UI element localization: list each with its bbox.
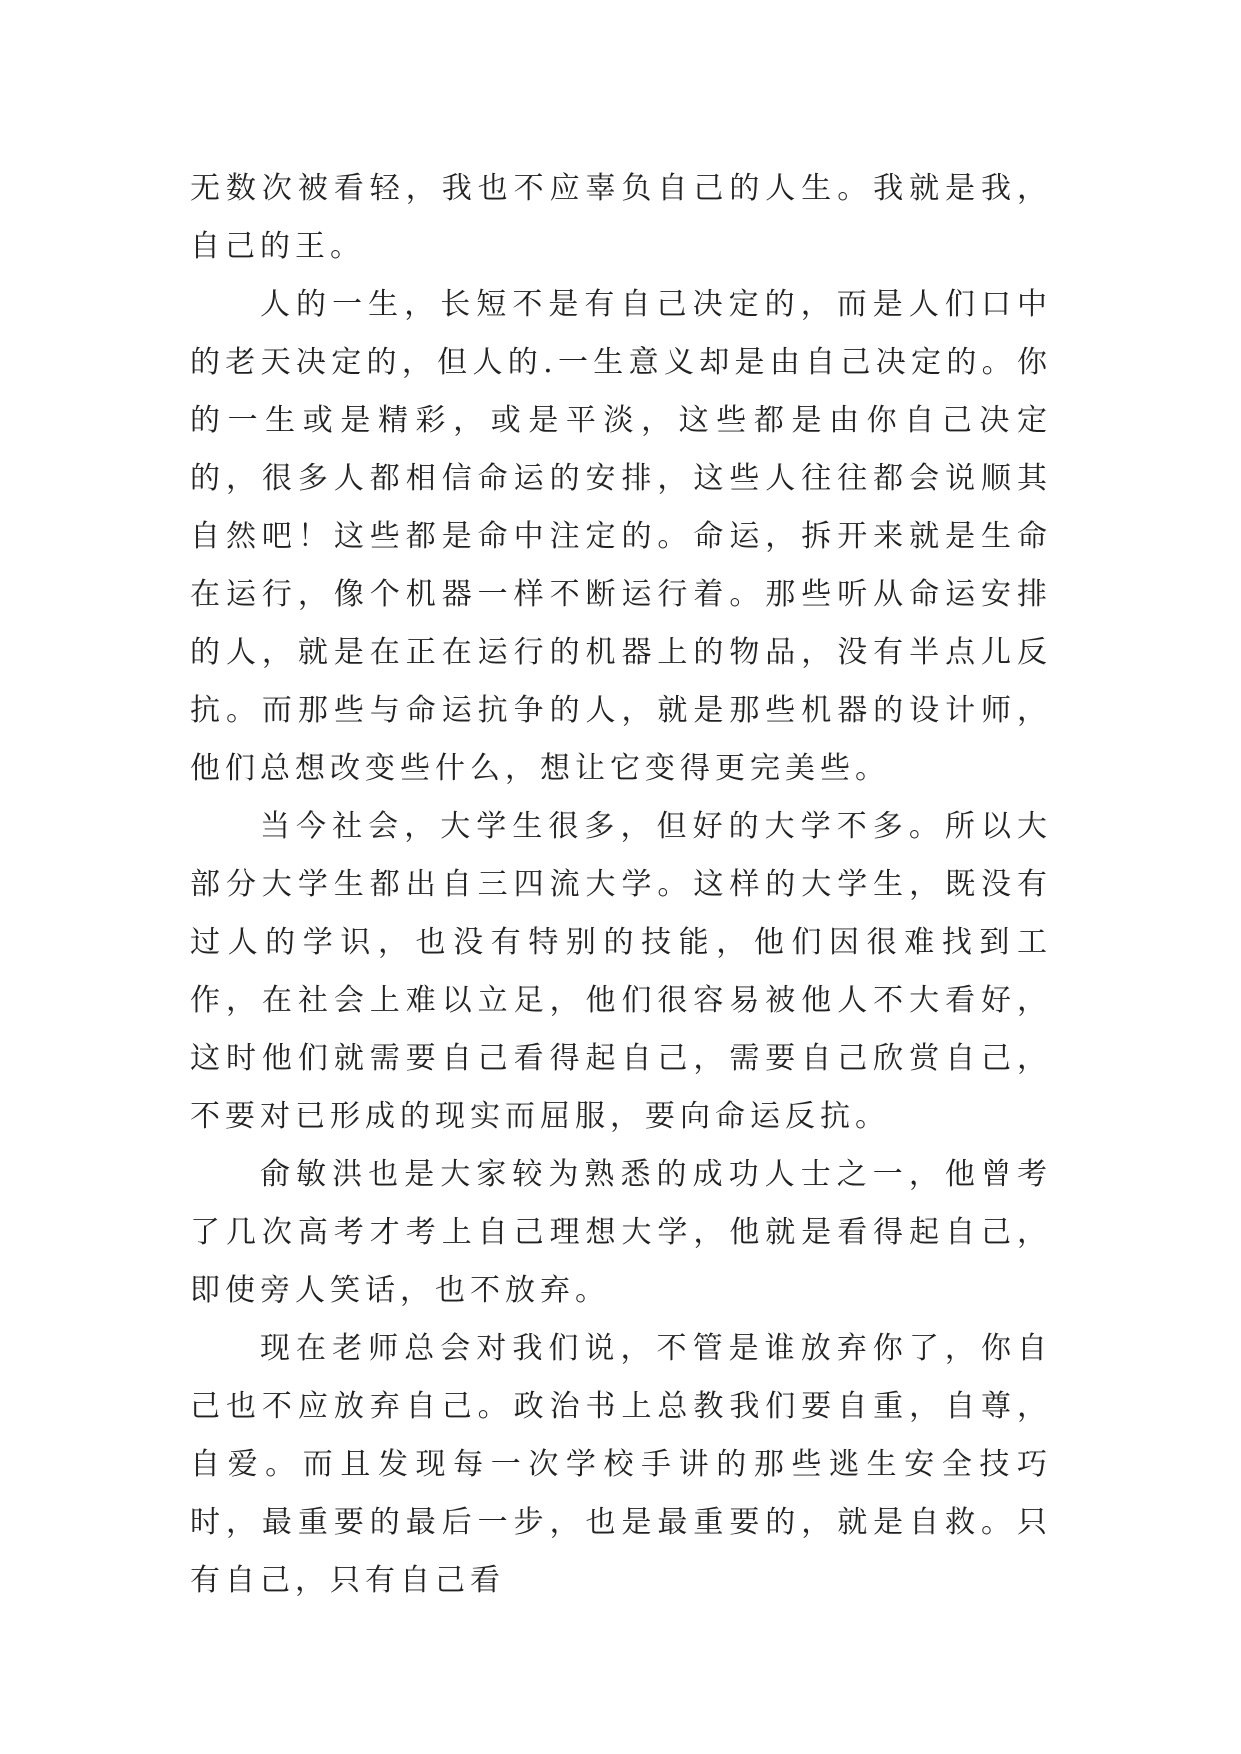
paragraph-2: 人的一生，长短不是有自己决定的，而是人们口中的老天决定的，但人的.一生意义却是由自己决定的。你的一生或是精彩，或是平淡，这些都是由你自己决定的，很多人都相信命运的安排，这些人往往都会说顺其自然吧！这些都是命中注定的。命运，拆开来就是生命在运行，像个机器一样不断运行着。那些听从命运安排的人，就是在正在运行的机器上的物品，没有半点儿反抗。而那些与命运抗争的人，就是那些机器的设计师，他们总想改变些什么，想让它变得更完美些。 bbox=[190, 287, 1052, 786]
paragraph-3: 当今社会，大学生很多，但好的大学不多。所以大部分大学生都出自三四流大学。这样的大学生，既没有过人的学识，也没有特别的技能，他们因很难找到工作，在社会上难以立足，他们很容易被他人不大看好，这时他们就需要自己看得起自己，需要自己欣赏自己，不要对已形成的现实而屈服，要向命运反抗。 bbox=[190, 809, 1052, 1134]
paragraph-4: 俞敏洪也是大家较为熟悉的成功人士之一，他曾考了几次高考才考上自己理想大学，他就是看得起自己，即使旁人笑话，也不放弃。 bbox=[190, 1157, 1052, 1308]
document-body bbox=[190, 160, 1052, 1610]
paragraph-5: 现在老师总会对我们说，不管是谁放弃你了，你自己也不应放弃自己。政治书上总教我们要自重，自尊，自爱。而且发现每一次学校手讲的那些逃生安全技巧时，最重要的最后一步，也是最重要的，就是自救。只有自己，只有自己看 bbox=[190, 1331, 1052, 1598]
paragraph-1: 无数次被看轻，我也不应辜负自己的人生。我就是我，自己的王。 bbox=[190, 171, 1052, 264]
